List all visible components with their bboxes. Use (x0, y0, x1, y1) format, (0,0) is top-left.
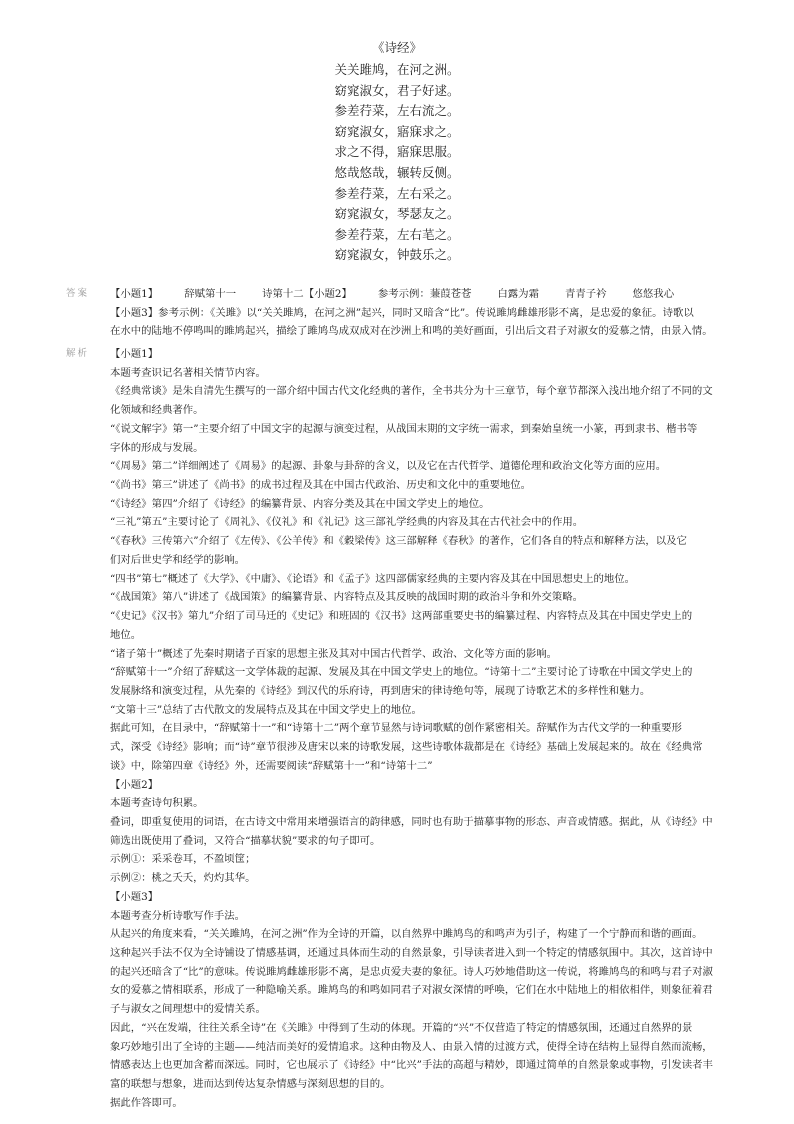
analysis-line: 象巧妙地引出了全诗的主题——纯洁而美好的爱情追求。这种由物及人、由景入情的过渡方式，使得全诗在结构上显得自然而流畅， (110, 1040, 713, 1053)
analysis-line: 从起兴的角度来看，“关关雎鸠，在河之洲”作为全诗的开篇，以自然界中雎鸠鸟的和鸣声为引子，构建了一个宁静而和谐的画面。 (110, 928, 703, 941)
poem-line: 窈窕淑女，寤寐求之。 (334, 123, 460, 139)
analysis-line: 子与淑女之间理想中的爱情关系。 (110, 1003, 266, 1016)
answer-segment: 诗第十二【小题2】 (262, 288, 352, 300)
analysis-line: 示例②：桃之夭夭，灼灼其华。 (110, 872, 256, 885)
poem-line: 窈窕淑女，君子好逑。 (334, 82, 460, 98)
analysis-line: 富的联想与想象，进而达到传达复杂情感与深刻思想的目的。 (110, 1078, 391, 1091)
analysis-line: “《战国策》第八”讲述了《战国策》的编纂背景、内容特点及其反映的战国时期的政治斗争和外交策略。 (110, 591, 583, 604)
analysis-line: 【小题3】 (110, 890, 159, 903)
analysis-line: “三礼”第五”主要讨论了《周礼》、《仪礼》和《礼记》这三部礼学经典的内容及其在古代社会中的作用。 (110, 516, 584, 529)
analysis-line: 化领域和经典著作。 (110, 404, 204, 417)
analysis-line: 因此，“兴在发端，往往关系全诗”在《关雎》中得到了生动的体现。开篇的“兴”不仅营造了特定的情感氛围，还通过自然界的景 (110, 1021, 693, 1034)
answer-segment: 辞赋第十一 (184, 288, 237, 300)
poem-line: 参差荇菜，左右流之。 (334, 103, 460, 119)
analysis-line: 《经典常谈》是朱自清先生撰写的一部介绍中国古代文化经典的著作，全书共分为十三章节，每个章节都深入浅出地介绍了不同的文 (110, 385, 713, 398)
analysis-block (110, 345, 750, 1112)
poem-line: 窈窕淑女，钟鼓乐之。 (334, 247, 460, 263)
analysis-line: 本题考查诗句积累。 (110, 797, 204, 810)
analysis-line: 的起兴还暗含了“比”的意味。传说雎鸠雌雄形影不离，是忠贞爱夫妻的象征。诗人巧妙地借助这一传说，将雎鸠鸟的和鸣与君子对淑 (110, 965, 713, 978)
answer-segment: 白露为霜 (497, 288, 539, 300)
analysis-line: “辞赋第十一”介绍了辞赋这一文学体裁的起源、发展及其在中国文学史上的地位。“诗第十二”主要讨论了诗歌在中国文学史上的 (110, 666, 693, 679)
answer-line: 【小题3】参考示例：《关雎》以“关关雎鸠，在河之洲”起兴，同时又暗含“比”。传说雎鸠雌雄形影不离，是忠爱的象征。诗歌以 (110, 306, 694, 319)
answer-block (110, 285, 750, 341)
poem-line: 参差荇菜，左右芼之。 (334, 226, 460, 242)
analysis-line: 女的爱慕之情相联系，形成了一种隐喻关系。雎鸠鸟的和鸣如同君子对淑女深情的呼唤，它们在水中陆地上的相依相伴，则象征着君 (110, 984, 713, 997)
analysis-line: “《诗经》第四”介绍了《诗经》的编纂背景、内容分类及其在中国文学史上的地位。 (110, 497, 490, 510)
poem-line: 求之不得，寤寐思服。 (334, 144, 460, 160)
analysis-line: 【小题1】 (110, 348, 159, 360)
analysis-line: “文第十三”总结了古代散文的发展特点及其在中国文学史上的地位。 (110, 703, 422, 716)
analysis-line: 示例①：采采卷耳，不盈顷筐； (110, 853, 256, 866)
analysis-line: “四书”第七”概述了《大学》、《中庸》、《论语》和《孟子》这四部儒家经典的主要内容及其在中国思想史上的地位。 (110, 572, 636, 585)
analysis-line: “《说文解字》第一”主要介绍了中国文字的起源与演变过程，从战国末期的文字统一需求，到秦始皇统一小篆，再到隶书、楷书等 (110, 422, 698, 435)
analysis-line: 式，深受《诗经》影响；而“诗”章节很涉及唐宋以来的诗歌发展，这些诗歌体裁都是在《诗经》基础上发展起来的。故在《经典常 (110, 741, 703, 754)
analysis-line: “《春秋》三传第六”介绍了《左传》、《公羊传》和《穀梁传》这三部解释《春秋》的著作，它们各自的特点和解释方法，以及它 (110, 535, 687, 548)
answer-lines (110, 304, 750, 341)
analysis-label: 解析 (66, 348, 90, 359)
answer-segment: 参考示例：蒹葭苍苍 (377, 288, 472, 300)
analysis-line: 本题考查识记名著相关情节内容。 (110, 366, 266, 379)
analysis-line: 发展脉络和演变过程，从先秦的《诗经》到汉代的乐府诗，再到唐宋的律诗绝句等，展现了诗歌艺术的多样性和魅力。 (110, 684, 651, 697)
answer-segment: 悠悠我心 (632, 288, 675, 300)
answer-label: 答案 (66, 288, 90, 299)
analysis-line: 据此可知，在目录中，“辞赋第十一”和“诗第十二”两个章节显然与诗词歌赋的创作紧密相关。辞赋作为古代文学的一种重要形 (110, 722, 682, 735)
analysis-line: 们对后世史学和经学的影响。 (110, 553, 246, 566)
poem-line: 关关雎鸠，在河之洲。 (334, 62, 460, 77)
analysis-line: 【小题2】 (110, 778, 159, 791)
analysis-line: 据此作答即可。 (110, 1096, 183, 1109)
analysis-line: 地位。 (110, 628, 142, 641)
poem-line: 悠哉悠哉，辗转反侧。 (334, 164, 460, 180)
poem-lines (0, 60, 794, 266)
analysis-line: 叠词，即重复使用的词语，在古诗文中常用来增强语言的韵律感，同时也有助于描摹事物的形态、声音或情感。据此，从《诗经》中 (110, 815, 713, 828)
analysis-line: 这种起兴手法不仅为全诗铺设了情感基调，还通过具体而生动的自然景象，引导读者进入到一个特定的情感氛围中。其次，这首诗中 (110, 947, 713, 959)
analysis-line: “《周易》第二”详细阐述了《周易》的起源、卦象与卦辞的含义，以及它在古代哲学、道德伦理和政治文化等方面的应用。 (110, 460, 667, 473)
analysis-line: “诸子第十”概述了先秦时期诸子百家的思想主张及其对中国古代哲学、政治、文化等方面的影响。 (110, 647, 558, 660)
analysis-line: “《史记》《汉书》第九”介绍了司马迁的《史记》和班固的《汉书》这两部重要史书的编纂过程、内容特点及其在中国史学史上的 (110, 610, 693, 623)
answer-segment: 【小题1】 (110, 288, 159, 300)
analysis-line: 谈》中，除第四章《诗经》外，还需要阅读“辞赋第十一”和“诗第十二” (110, 759, 433, 772)
poem-line: 参差荇菜，左右采之。 (334, 185, 460, 201)
poem-block (0, 36, 794, 266)
answer-first-row (110, 285, 750, 304)
analysis-line: “《尚书》第三”讲述了《尚书》的成书过程及其在中国古代政治、历史和文化中的重要地位。 (110, 479, 532, 492)
analysis-line: 字体的形成与发展。 (110, 441, 204, 454)
answer-segment: 青青子衿 (564, 288, 607, 300)
poem-line: 窈窕淑女，琴瑟友之。 (334, 206, 460, 222)
answer-line: 在水中的陆地不停鸣叫的雎鸠起兴，描绘了雎鸠鸟成双成对在沙洲上和鸣的美好画面，引出后文君子对淑女的爱慕之情，由景入情。 (110, 325, 713, 338)
analysis-line: 情感表达上也更加含蓄而深远。同时，它也展示了《诗经》中“比兴”手法的高超与精妙，即通过简单的自然景象或事物，引发读者丰 (110, 1059, 713, 1072)
analysis-line: 筛选出既使用了叠词，又符合“描摹状貌”要求的句子即可。 (110, 834, 381, 847)
poem-title: 《诗经》 (371, 40, 422, 55)
analysis-line: 本题考查分析诗歌写作手法。 (110, 909, 246, 922)
